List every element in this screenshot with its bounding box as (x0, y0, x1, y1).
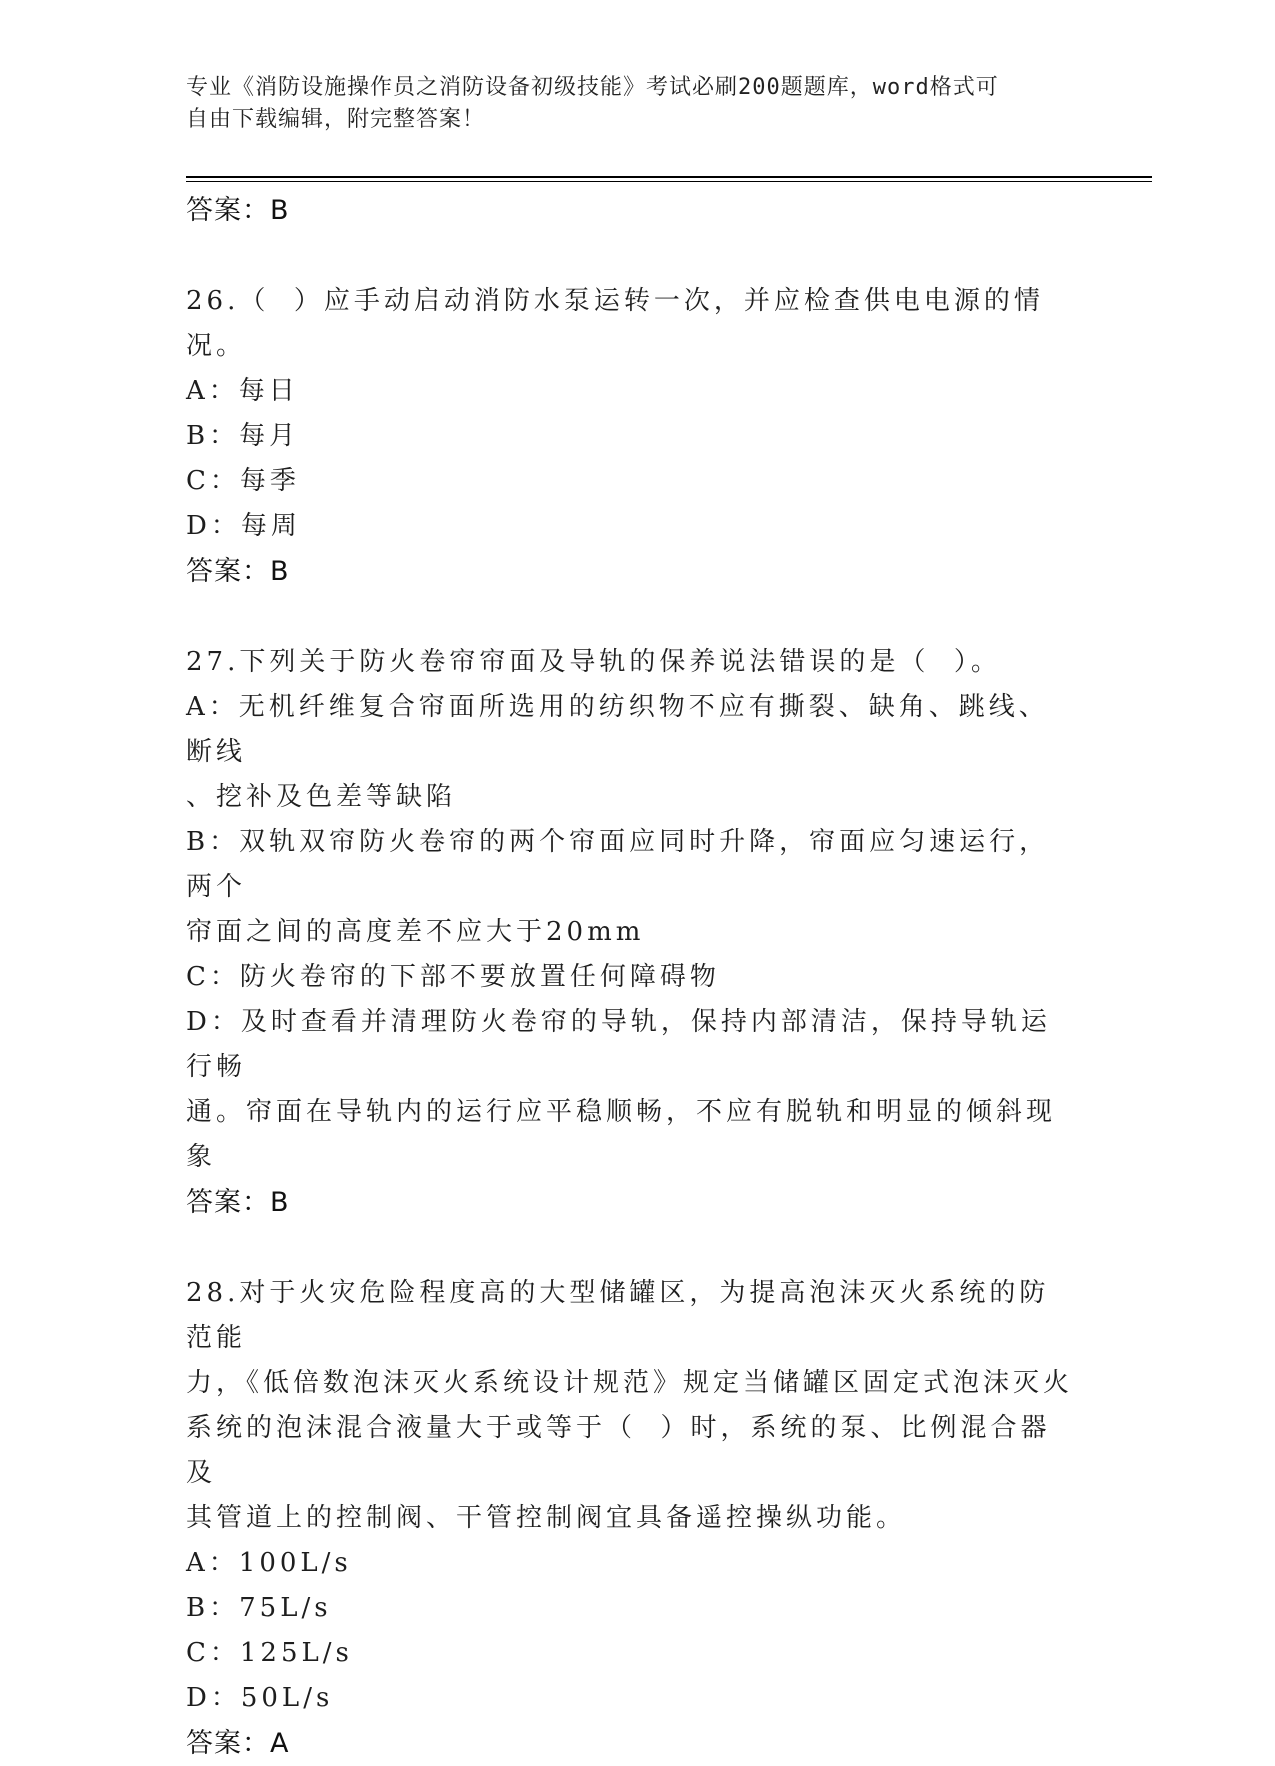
spacer (186, 594, 1076, 640)
header-line-2: 自由下载编辑，附完整答案！ (186, 107, 486, 132)
question-stem-line-1: 28.对于火灾危险程度高的大型储罐区，为提高泡沫灭火系统的防范能 (186, 1278, 1050, 1353)
option-d-continued: 通。帘面在导轨内的运行应平稳顺畅，不应有脱轨和明显的倾斜现象 (186, 1097, 1057, 1172)
option-c: C：每季 (186, 466, 300, 496)
question-stem-line-4: 其管道上的控制阀、干管控制阀宜具备遥控操纵功能。 (186, 1503, 907, 1533)
question-answer: 答案：A (186, 1728, 290, 1759)
question-stem-line-3: 系统的泡沫混合液量大于或等于（ ）时，系统的泵、比例混合器及 (186, 1413, 1051, 1488)
page-header (186, 72, 1066, 136)
option-d: D：每周 (186, 511, 301, 541)
question-list (186, 188, 1076, 1766)
question-stem: 26.（ ）应手动启动消防水泵运转一次，并应检查供电电源的情况。 (186, 286, 1044, 361)
option-d: D：50L/s (186, 1683, 334, 1713)
question-27 (186, 640, 1076, 1225)
option-c: C：防火卷帘的下部不要放置任何障碍物 (186, 962, 720, 992)
header-line-1: 专业《消防设施操作员之消防设备初级技能》考试必刷200题题库，word格式可 (186, 75, 999, 100)
question-answer: 答案：B (186, 1187, 290, 1218)
question-stem-line-2: 力，《低倍数泡沫灭火系统设计规范》规定当储罐区固定式泡沫灭火 (186, 1368, 1074, 1398)
option-b: B：每月 (186, 421, 300, 451)
question-answer: 答案：B (186, 556, 290, 587)
option-a-continued: 、挖补及色差等缺陷 (186, 782, 457, 812)
option-b: B：双轨双帘防火卷帘的两个帘面应同时升降，帘面应匀速运行，两个 (186, 827, 1050, 902)
option-d: D：及时查看并清理防火卷帘的导轨，保持内部清洁，保持导轨运行畅 (186, 1007, 1051, 1082)
spacer (186, 1225, 1076, 1271)
header-divider-thin (186, 181, 1152, 182)
question-26 (186, 279, 1076, 594)
option-b: B：75L/s (186, 1593, 332, 1623)
spacer (186, 233, 1076, 279)
option-b-continued: 帘面之间的高度差不应大于20mm (186, 917, 645, 947)
option-a: A：无机纤维复合帘面所选用的纺织物不应有撕裂、缺角、跳线、断线 (186, 692, 1049, 767)
option-c: C：125L/s (186, 1638, 353, 1668)
option-a: A：100L/s (186, 1548, 352, 1578)
question-stem: 27.下列关于防火卷帘帘面及导轨的保养说法错误的是（ ）。 (186, 647, 1001, 677)
header-divider-thick (186, 176, 1152, 178)
previous-answer: 答案：B (186, 195, 290, 226)
question-28 (186, 1271, 1076, 1766)
option-a: A：每日 (186, 376, 299, 406)
